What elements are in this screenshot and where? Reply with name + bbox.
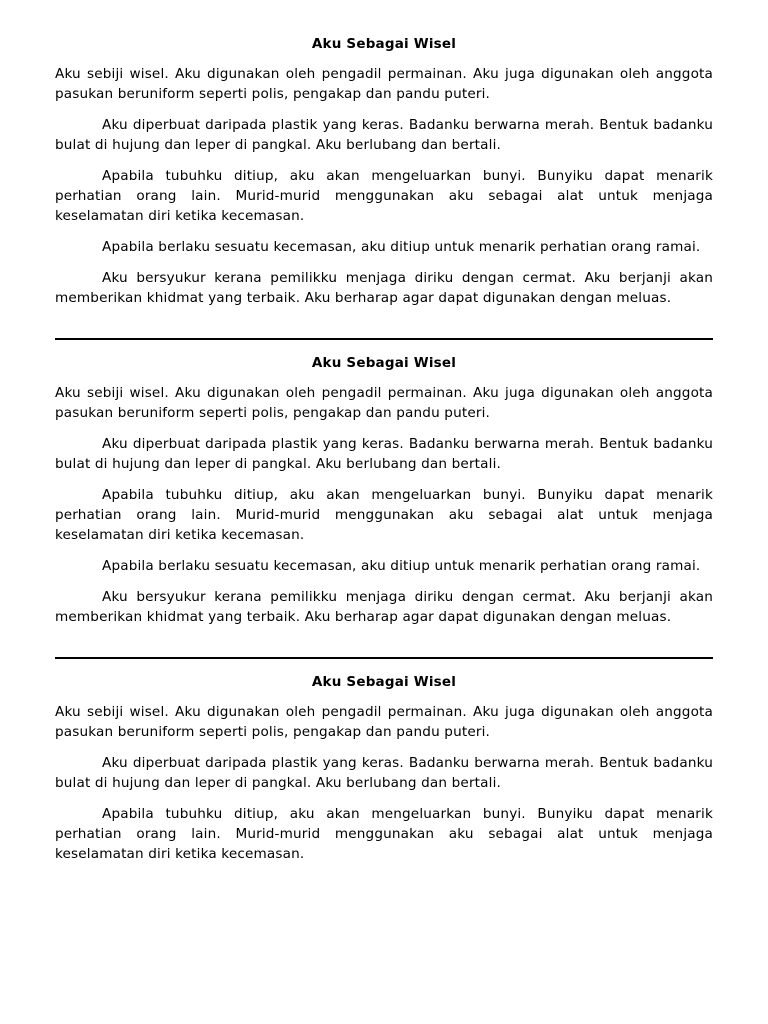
section-divider — [55, 338, 713, 340]
essay-paragraph: Aku diperbuat daripada plastik yang keras. Badanku berwarna merah. Bentuk badanku bulat di hujung dan leper di pangkal. Aku berlubang dan bertali. — [55, 436, 713, 472]
essay-paragraph: Apabila tubuhku ditiup, aku akan mengeluarkan bunyi. Bunyiku dapat menarik perhatian orang lain. Murid-murid menggunakan aku sebagai alat untuk menjaga keselamatan diri ketika kecemasan. — [55, 806, 713, 862]
essay-title: Aku Sebagai Wisel — [311, 355, 457, 371]
essay-paragraph: Apabila tubuhku ditiup, aku akan mengeluarkan bunyi. Bunyiku dapat menarik perhatian orang lain. Murid-murid menggunakan aku sebagai alat untuk menjaga keselamatan diri ketika kecemasan. — [55, 487, 713, 543]
section-divider — [55, 657, 713, 659]
essay-paragraph: Aku bersyukur kerana pemilikku menjaga diriku dengan cermat. Aku berjanji akan memberikan khidmat yang terbaik. Aku berharap agar dapat digunakan dengan meluas. — [55, 589, 713, 625]
essay-section-2 — [55, 353, 713, 627]
essay-paragraph: Aku bersyukur kerana pemilikku menjaga diriku dengan cermat. Aku berjanji akan memberikan khidmat yang terbaik. Aku berharap agar dapat digunakan dengan meluas. — [55, 270, 713, 306]
essay-paragraph: Aku diperbuat daripada plastik yang keras. Badanku berwarna merah. Bentuk badanku bulat di hujung dan leper di pangkal. Aku berlubang dan bertali. — [55, 755, 713, 791]
essay-paragraph: Apabila berlaku sesuatu kecemasan, aku ditiup untuk menarik perhatian orang ramai. — [102, 558, 701, 574]
essay-section-1 — [55, 34, 713, 308]
essay-paragraph: Aku diperbuat daripada plastik yang keras. Badanku berwarna merah. Bentuk badanku bulat di hujung dan leper di pangkal. Aku berlubang dan bertali. — [55, 117, 713, 153]
essay-paragraph: Aku sebiji wisel. Aku digunakan oleh pengadil permainan. Aku juga digunakan oleh anggota pasukan beruniform seperti polis, pengakap dan pandu puteri. — [55, 385, 713, 421]
essay-paragraph: Aku sebiji wisel. Aku digunakan oleh pengadil permainan. Aku juga digunakan oleh anggota pasukan beruniform seperti polis, pengakap dan pandu puteri. — [55, 704, 713, 740]
essay-title: Aku Sebagai Wisel — [311, 36, 457, 52]
essay-title: Aku Sebagai Wisel — [311, 674, 457, 690]
essay-paragraph: Aku sebiji wisel. Aku digunakan oleh pengadil permainan. Aku juga digunakan oleh anggota pasukan beruniform seperti polis, pengakap dan pandu puteri. — [55, 66, 713, 102]
essay-paragraph: Apabila berlaku sesuatu kecemasan, aku ditiup untuk menarik perhatian orang ramai. — [102, 239, 701, 255]
document-page — [55, 34, 713, 875]
essay-paragraph: Apabila tubuhku ditiup, aku akan mengeluarkan bunyi. Bunyiku dapat menarik perhatian orang lain. Murid-murid menggunakan aku sebagai alat untuk menjaga keselamatan diri ketika kecemasan. — [55, 168, 713, 224]
essay-section-3 — [55, 672, 713, 864]
